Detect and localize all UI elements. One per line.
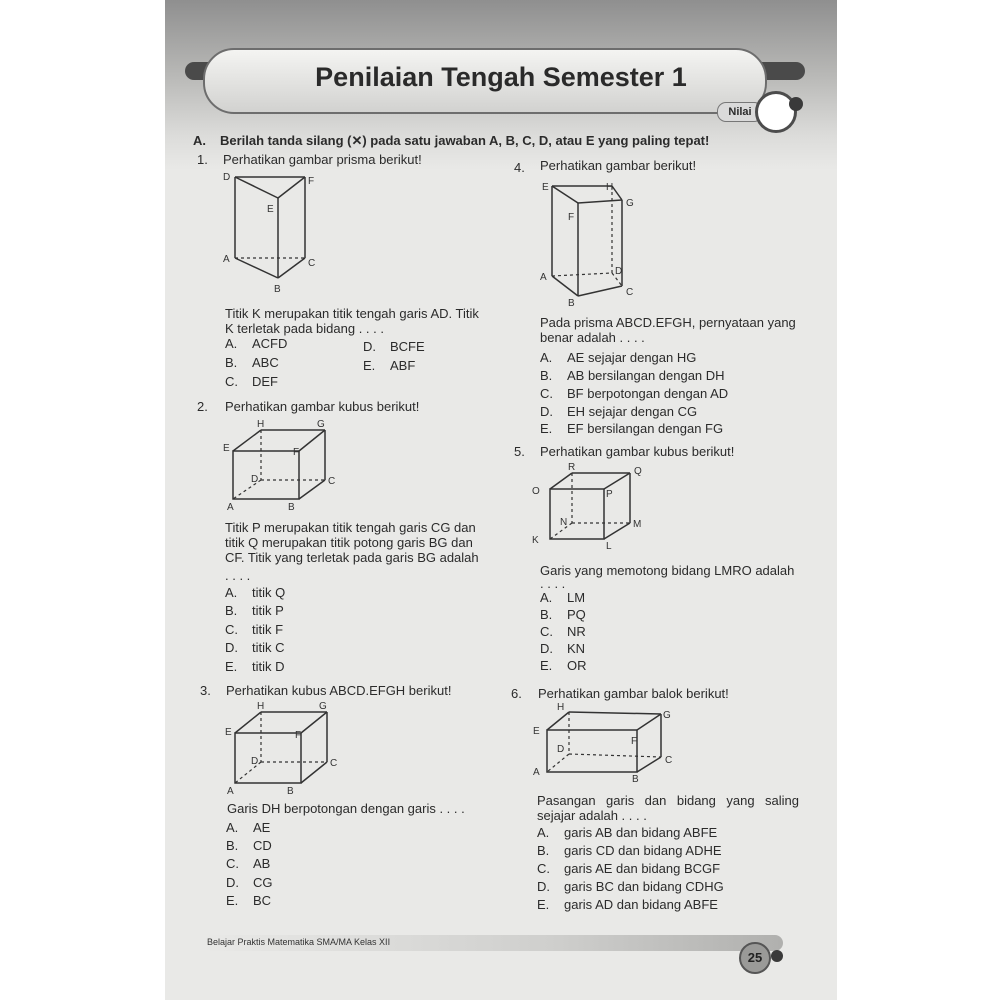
question-3-number: 3. — [200, 683, 211, 698]
label-D: D — [251, 474, 259, 485]
q6-option-e[interactable]: E. garis AD dan bidang ABFE — [537, 897, 718, 912]
label-C: C — [308, 258, 316, 269]
question-6-text: Pasangan garis dan bidang yang saling sejajar adalah . . . . — [537, 793, 799, 823]
question-3-prompt: Perhatikan kubus ABCD.EFGH berikut! — [226, 683, 452, 698]
footer-book-title: Belajar Praktis Matematika SMA/MA Kelas XII — [207, 937, 391, 947]
q3-option-a[interactable]: A. AE — [226, 820, 271, 835]
question-5-prompt: Perhatikan gambar kubus berikut! — [540, 444, 735, 459]
q1-option-e[interactable]: E. ABF — [363, 358, 416, 373]
question-4-text: Pada prisma ABCD.EFGH, pernyataan yang benar adalah . . . . — [540, 315, 796, 345]
label-F: F — [295, 730, 302, 741]
question-3-text: Garis DH berpotongan dengan garis . . . . — [227, 801, 465, 816]
q3-option-e[interactable]: E. BC — [226, 893, 272, 908]
label-R: R — [568, 462, 576, 473]
question-2-number: 2. — [197, 399, 208, 414]
worksheet-page — [165, 0, 837, 1000]
label-B: B — [288, 502, 295, 513]
label-F: F — [568, 212, 575, 223]
label-A: A — [540, 272, 547, 283]
cuboid-figure-q6 — [533, 702, 677, 786]
q1-option-a[interactable]: A. ACFD — [225, 336, 288, 351]
label-L: L — [606, 541, 612, 552]
q2-option-b[interactable]: B. titik P — [225, 603, 284, 618]
q3-option-c[interactable]: C. AB — [226, 856, 271, 871]
label-D: D — [557, 744, 565, 755]
label-B: B — [568, 298, 575, 309]
label-H: H — [606, 182, 614, 193]
q5-option-c[interactable]: C. NR — [540, 624, 586, 639]
prism-figure-q4 — [540, 178, 650, 310]
q4-option-b[interactable]: B. AB bersilangan dengan DH — [540, 368, 725, 383]
q6-option-a[interactable]: A. garis AB dan bidang ABFE — [537, 825, 718, 840]
q6-option-b[interactable]: B. garis CD dan bidang ADHE — [537, 843, 722, 858]
label-F: F — [631, 736, 638, 747]
label-D: D — [223, 172, 231, 183]
label-A: A — [227, 502, 234, 513]
label-B: B — [287, 786, 294, 797]
q2-option-d[interactable]: D. titik C — [225, 640, 285, 655]
score-dot — [789, 97, 803, 111]
question-2-prompt: Perhatikan gambar kubus berikut! — [225, 399, 420, 414]
question-5-text: Garis yang memotong bidang LMRO adalah — [540, 563, 795, 578]
question-4-prompt: Perhatikan gambar berikut! — [540, 158, 697, 173]
score-label: Nilai — [717, 102, 763, 122]
label-Q: Q — [634, 466, 642, 477]
label-E: E — [542, 182, 549, 193]
label-C: C — [626, 287, 634, 298]
section-instruction — [193, 133, 709, 149]
label-A: A — [223, 254, 230, 265]
label-N: N — [560, 517, 568, 528]
label-H: H — [557, 702, 565, 713]
q2-option-c[interactable]: C. titik F — [225, 622, 284, 637]
label-G: G — [663, 710, 671, 721]
page-title: Penilaian Tengah Semester 1 — [315, 62, 687, 92]
label-G: G — [626, 198, 634, 209]
question-5-number: 5. — [514, 444, 525, 459]
q1-option-c[interactable]: C. DEF — [225, 374, 278, 389]
q4-option-e[interactable]: E. EF bersilangan dengan FG — [540, 421, 724, 436]
label-D: D — [615, 266, 623, 277]
label-C: C — [330, 758, 338, 769]
q6-option-d[interactable]: D. garis BC dan bidang CDHG — [537, 879, 724, 894]
label-K: K — [532, 535, 539, 546]
label-F: F — [308, 176, 315, 187]
cube-figure-q2 — [225, 418, 345, 518]
q2-option-e[interactable]: E. titik D — [225, 659, 285, 674]
page-number: 25 — [739, 942, 771, 974]
section-letter: A. — [193, 133, 206, 148]
label-E: E — [267, 204, 274, 215]
cube-figure-q5 — [532, 461, 650, 553]
question-6-prompt: Perhatikan gambar balok berikut! — [538, 686, 729, 701]
q1-option-d[interactable]: D. BCFE — [363, 339, 425, 354]
q2-option-a[interactable]: A. titik Q — [225, 585, 286, 600]
q5-option-b[interactable]: B. PQ — [540, 607, 586, 622]
label-O: O — [532, 486, 540, 497]
label-F: F — [293, 447, 300, 458]
label-C: C — [665, 755, 673, 766]
q4-option-c[interactable]: C. BF berpotongan dengan AD — [540, 386, 729, 401]
label-E: E — [223, 443, 230, 454]
prism-figure — [220, 172, 330, 295]
question-2-dots: . . . . — [225, 568, 251, 583]
label-B: B — [274, 284, 281, 295]
label-E: E — [225, 727, 232, 738]
cube-figure-q3 — [227, 700, 347, 800]
q5-option-d[interactable]: D. KN — [540, 641, 586, 656]
label-G: G — [317, 419, 325, 430]
label-A: A — [227, 786, 234, 797]
q5-option-e[interactable]: E. OR — [540, 658, 587, 673]
q6-option-c[interactable]: C. garis AE dan bidang BCGF — [537, 861, 721, 876]
q4-option-d[interactable]: D. EH sejajar dengan CG — [540, 404, 698, 419]
label-E: E — [533, 726, 540, 737]
label-G: G — [319, 701, 327, 712]
label-D: D — [251, 756, 259, 767]
score-circle — [755, 91, 797, 133]
q3-option-b[interactable]: B. CD — [226, 838, 272, 853]
label-B: B — [632, 774, 639, 785]
label-H: H — [257, 701, 265, 712]
label-H: H — [257, 419, 265, 430]
label-P: P — [606, 489, 613, 500]
label-M: M — [633, 519, 642, 530]
label-C: C — [328, 476, 336, 487]
label-A: A — [533, 767, 540, 778]
q3-option-d[interactable]: D. CG — [226, 875, 273, 890]
question-1-number: 1. — [197, 152, 208, 167]
page-number-dot — [771, 950, 783, 962]
question-2-text: Titik P merupakan titik tengah garis CG dan titik Q merupakan titik potong garis BG dan CF. Titik yang terletak pada garis BG adalah — [225, 520, 479, 565]
question-5-dots: . . . . — [540, 576, 566, 591]
question-1-prompt: Perhatikan gambar prisma berikut! — [223, 152, 422, 167]
question-6-number: 6. — [511, 686, 522, 701]
q5-option-a[interactable]: A. LM — [540, 590, 586, 605]
question-4-number: 4. — [514, 160, 525, 175]
q1-option-b[interactable]: B. ABC — [225, 355, 279, 370]
instruction-text: Berilah tanda silang (✕) pada satu jawaban A, B, C, D, atau E yang paling tepat! — [220, 133, 710, 148]
question-1-text: Titik K merupakan titik tengah garis AD. Titik K terletak pada bidang . . . . — [225, 306, 479, 336]
q4-option-a[interactable]: A. AE sejajar dengan HG — [540, 350, 697, 365]
